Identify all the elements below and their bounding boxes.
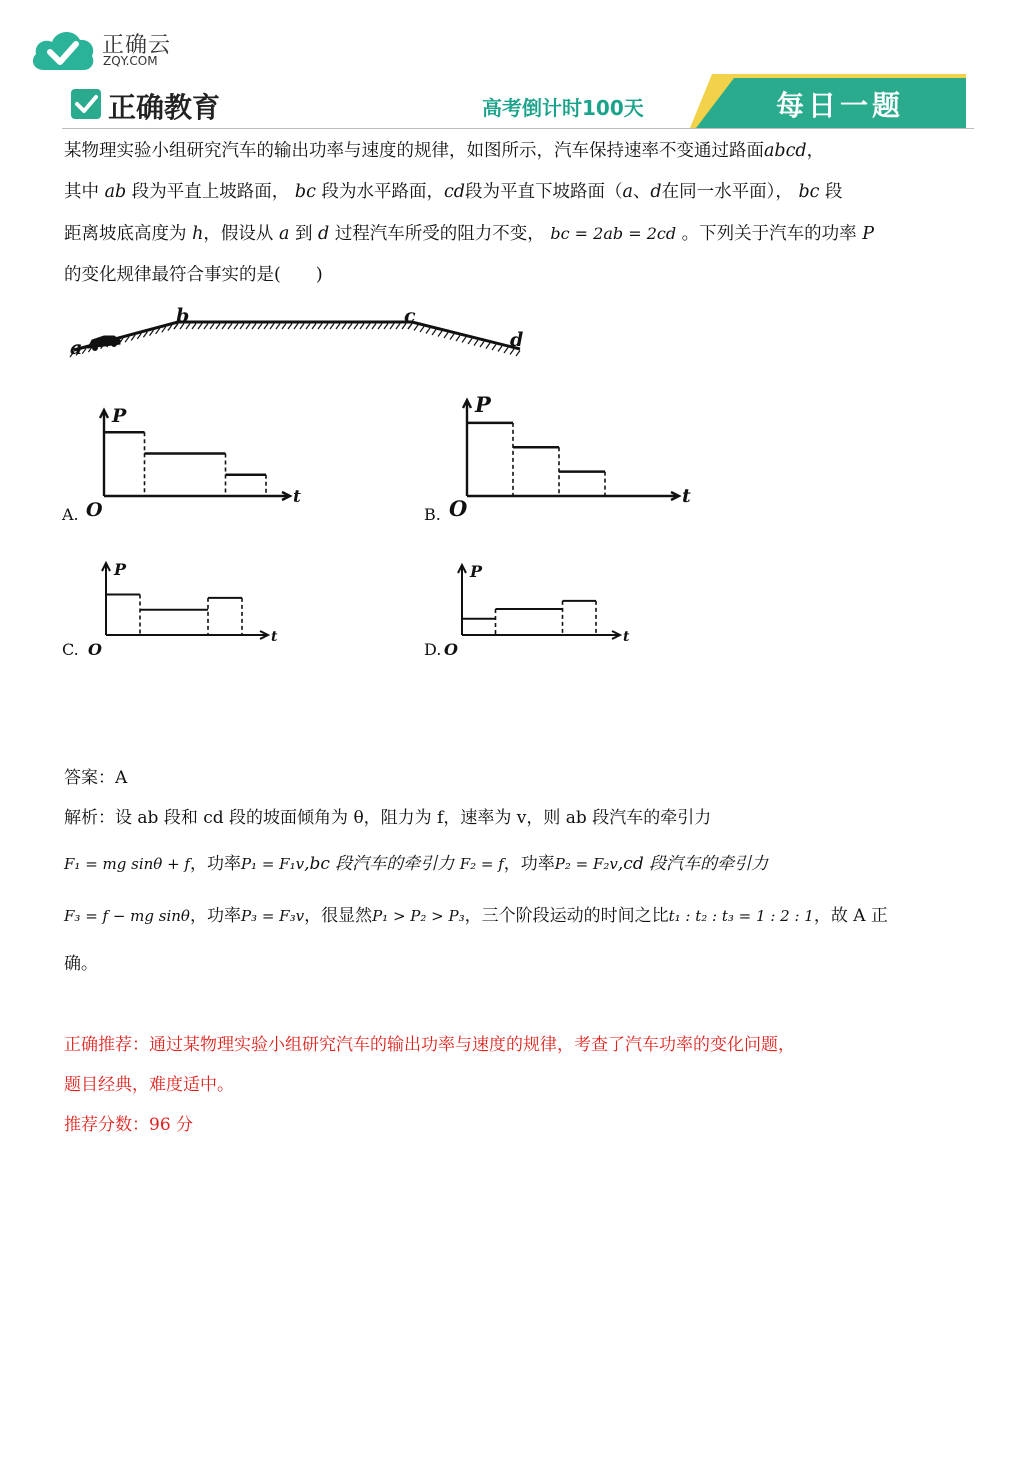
y-axis-label: P bbox=[112, 405, 127, 427]
option-label-4: D. bbox=[424, 640, 442, 659]
hatch-mark bbox=[222, 324, 226, 330]
hatch-mark bbox=[348, 324, 352, 330]
origin-label: O bbox=[88, 640, 102, 659]
y-axis-label: P bbox=[114, 560, 127, 579]
hatch-mark bbox=[276, 324, 280, 330]
hatch-mark bbox=[420, 327, 424, 333]
road-label-d: d bbox=[510, 329, 524, 351]
question-line-1: 某物理实验小组研究汽车的输出功率与速度的规律，如图所示，汽车保持速率不变通过路面abcd， bbox=[64, 141, 825, 161]
question-line-2: 其中 ab 段为平直上坡路面， bc 段为水平路面，cd段为平直下坡路面（a、d在同一水平面）， bc 段 bbox=[64, 182, 843, 202]
hatch-mark bbox=[294, 324, 298, 330]
option-graph-1 bbox=[100, 410, 290, 500]
brand-title: 正确教育 bbox=[108, 91, 221, 124]
analysis-line-1: 解析：设 ab 段和 cd 段的坡面倾角为 θ，阻力为 f，速率为 v，则 ab 段汽车的牵引力 bbox=[64, 808, 712, 828]
hatch-mark bbox=[234, 324, 238, 330]
hatch-mark bbox=[468, 339, 472, 345]
hatch-mark bbox=[288, 324, 292, 330]
origin-label: O bbox=[444, 640, 458, 659]
question-line-4: 的变化规律最符合事实的是( ) bbox=[64, 265, 323, 285]
question-line-3: 距离坡底高度为 h，假设从 a 到 d 过程汽车所受的阻力不变， bc = 2ab = 2cd 。下列关于汽车的功率 P bbox=[64, 224, 875, 244]
option-label-1: A. bbox=[62, 505, 79, 524]
road-label-b: b bbox=[176, 305, 190, 327]
hatch-mark bbox=[498, 346, 502, 352]
hatch-mark bbox=[216, 324, 220, 330]
logo-name: 正确云 bbox=[102, 33, 172, 58]
hatch-mark bbox=[318, 324, 322, 330]
banner-title: 每日一题 bbox=[776, 89, 905, 122]
x-axis-label: t bbox=[623, 629, 630, 645]
hatch-mark bbox=[198, 324, 202, 330]
hatch-mark bbox=[282, 324, 286, 330]
hatch-mark bbox=[366, 324, 370, 330]
car-icon bbox=[88, 336, 120, 351]
hatch-mark bbox=[492, 345, 496, 351]
hatch-mark bbox=[324, 324, 328, 330]
option-label-2: B. bbox=[424, 505, 441, 524]
x-axis-label: t bbox=[682, 485, 691, 507]
option-graph-2 bbox=[463, 400, 679, 500]
road-diagram bbox=[70, 322, 520, 357]
hatch-mark bbox=[516, 351, 520, 357]
figure-canvas bbox=[0, 0, 1034, 700]
hatch-mark bbox=[360, 324, 364, 330]
hatch-mark bbox=[396, 324, 400, 330]
hatch-mark bbox=[504, 348, 508, 354]
hatch-mark bbox=[306, 324, 310, 330]
recommend-section bbox=[64, 1025, 974, 1145]
road-label-a: a bbox=[70, 337, 83, 359]
hatch-mark bbox=[450, 334, 454, 340]
road-label-c: c bbox=[404, 305, 416, 327]
hatch-mark bbox=[258, 324, 262, 330]
y-axis-label: P bbox=[470, 562, 483, 581]
countdown-text: 高考倒计时100天 bbox=[482, 96, 644, 120]
hatch-mark bbox=[210, 324, 214, 330]
hatch-mark bbox=[192, 324, 196, 330]
hatch-mark bbox=[336, 324, 340, 330]
hatch-mark bbox=[378, 324, 382, 330]
origin-label: O bbox=[449, 496, 468, 521]
hatch-mark bbox=[240, 324, 244, 330]
hatch-mark bbox=[372, 324, 376, 330]
logo-domain: ZQY.COM bbox=[103, 54, 158, 68]
x-axis-label: t bbox=[293, 487, 301, 507]
hatch-mark bbox=[264, 324, 268, 330]
option-graph-4 bbox=[458, 565, 620, 639]
hatch-mark bbox=[252, 324, 256, 330]
hatch-mark bbox=[330, 324, 334, 330]
hatch-mark bbox=[480, 342, 484, 348]
answer-line: 答案：A bbox=[64, 768, 128, 788]
analysis-line-3: F₃ = f − mg sinθ，功率P₃ = F₃v，很显然P₁ > P₂ > P₃，三个阶段运动的时间之比t₁ : t₂ : t₃ = 1 : 2 : 1，故 A 正 bbox=[64, 906, 888, 926]
analysis-line-2: F₁ = mg sinθ + f，功率P₁ = F₁v,bc 段汽车的牵引力 F₂ = f，功率P₂ = F₂v,cd 段汽车的牵引力 bbox=[64, 854, 769, 874]
recommend-line-2: 题目经典，难度适中。 bbox=[64, 1075, 234, 1095]
recommend-score: 推荐分数：96 分 bbox=[64, 1115, 194, 1135]
hatch-mark bbox=[444, 333, 448, 339]
hatch-mark bbox=[456, 336, 460, 342]
hatch-mark bbox=[384, 324, 388, 330]
hatch-mark bbox=[438, 331, 442, 337]
hatch-mark bbox=[426, 328, 430, 334]
hatch-mark bbox=[342, 324, 346, 330]
hatch-mark bbox=[486, 343, 490, 349]
hatch-mark bbox=[474, 340, 478, 346]
x-axis-label: t bbox=[271, 629, 278, 645]
hatch-mark bbox=[312, 324, 316, 330]
hatch-mark bbox=[354, 324, 358, 330]
hatch-mark bbox=[390, 324, 394, 330]
hatch-mark bbox=[228, 324, 232, 330]
recommend-line-1: 正确推荐：通过某物理实验小组研究汽车的输出功率与速度的规律，考查了汽车功率的变化问题， bbox=[64, 1035, 795, 1055]
option-label-3: C. bbox=[62, 640, 79, 659]
option-graph-3 bbox=[102, 563, 268, 639]
hatch-mark bbox=[204, 324, 208, 330]
y-axis-label: P bbox=[475, 392, 491, 417]
analysis-line-4: 确。 bbox=[64, 954, 98, 974]
hatch-mark bbox=[300, 324, 304, 330]
hatch-mark bbox=[462, 337, 466, 343]
answer-section bbox=[64, 758, 974, 984]
hatch-mark bbox=[246, 324, 250, 330]
origin-label: O bbox=[86, 499, 103, 521]
hatch-mark bbox=[270, 324, 274, 330]
option-graphs bbox=[61, 392, 691, 659]
road-hatching bbox=[70, 324, 520, 358]
hatch-mark bbox=[432, 330, 436, 336]
